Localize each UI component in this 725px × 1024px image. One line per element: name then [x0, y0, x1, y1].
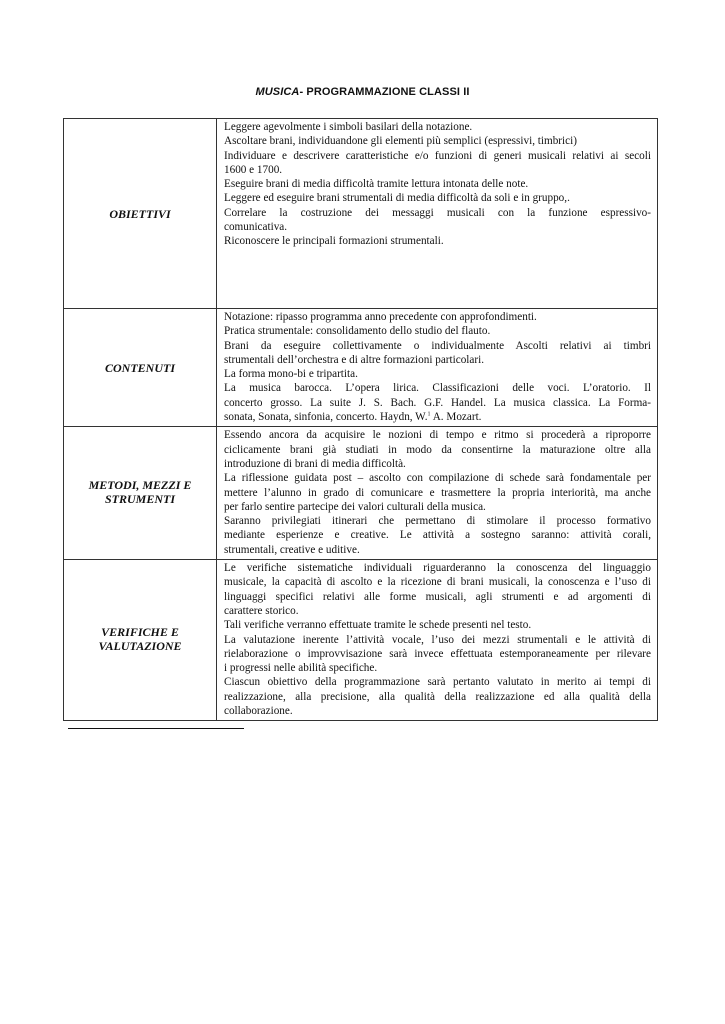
section-label-cell	[64, 119, 217, 309]
content-line: mediante esperienze e creative. Le attività a sostegno saranno: attività corali,	[224, 529, 651, 542]
content-line: La valutazione inerente l’attività vocale, l’uso dei mezzi strumentali e le attività di	[224, 633, 651, 646]
content-line: realizzazione, alla precisione, alla qualità della realizzazione ed alla qualità della	[224, 690, 651, 703]
section-content-metodi	[217, 427, 658, 560]
content-line: Ciascun obiettivo della programmazione sarà pertanto valutato in merito ai tempi di	[224, 676, 651, 689]
section-content-obiettivi	[217, 119, 658, 309]
content-line: Riconoscere le principali formazioni strumentali.	[224, 235, 444, 248]
section-content-contenuti	[217, 309, 658, 427]
content-line: concerto grosso. La suite J. S. Bach. G.F. Handel. La musica classica. La Forma-	[224, 396, 651, 409]
content-line: Individuare e descrivere caratteristiche e/o funzioni di generi musicali relativi ai secoli	[224, 149, 651, 162]
section-label-cell	[64, 560, 217, 721]
content-line: introduzione di brani di media difficoltà.	[224, 457, 406, 470]
content-line: Notazione: ripasso programma anno precedente con approfondimenti.	[224, 311, 537, 323]
content-line: musicale, la capacità di ascolto e la ricezione di brani musicali, la conoscenza e l’uso di	[224, 576, 651, 589]
content-text: A. Mozart.	[430, 411, 482, 424]
content-line: i progressi nelle abilità specifiche.	[224, 662, 378, 675]
page-title-rest: - PROGRAMMAZIONE CLASSI II	[299, 86, 470, 98]
content-line: per farlo sentire partecipe dei valori culturali della musica.	[224, 500, 486, 513]
section-label-contenuti: CONTENUTI	[104, 360, 175, 375]
section-label-cell	[64, 427, 217, 560]
section-label-cell	[64, 309, 217, 427]
section-label-metodi: METODI, MEZZI E STRUMENTI	[88, 478, 192, 507]
table-row-contenuti	[64, 309, 658, 427]
content-line: La musica barocca. L’opera lirica. Classificazioni delle voci. L’oratorio. Il	[224, 382, 651, 395]
content-line-last	[224, 410, 651, 424]
content-line: collaborazione.	[224, 705, 293, 718]
content-line: Ascoltare brani, individuandone gli elementi più semplici (espressivi, timbrici)	[224, 135, 577, 148]
content-line: Brani da eseguire collettivamente o individualmente Ascolti relativi ai timbri	[224, 339, 651, 352]
content-line: mettere l’alunno in grado di comunicare e trasmettere la propria interiorità, ma anche	[224, 486, 651, 499]
content-line: comunicativa.	[224, 221, 288, 234]
footnote-separator	[68, 728, 244, 729]
content-line: carattere storico.	[224, 604, 299, 617]
section-label-obiettivi: OBIETTIVI	[109, 206, 171, 221]
content-line: Tali verifiche verranno effettuate tramite le schede presenti nel testo.	[224, 619, 532, 632]
page-title-subject: MUSICA	[255, 86, 300, 98]
content-line: Pratica strumentale: consolidamento dello studio del flauto.	[224, 325, 491, 338]
content-line: Eseguire brani di media difficoltà tramite lettura intonata delle note.	[224, 178, 529, 191]
content-line: 1600 e 1700.	[224, 163, 283, 176]
content-line: Correlare la costruzione dei messaggi musicali con la funzione espressivo-	[224, 206, 651, 219]
content-line: rielaborazione o improvvisazione sarà invece effettuata estemporaneamente per rilevare	[224, 647, 651, 660]
content-line: strumentali dell’orchestra e di altre formazioni particolari.	[224, 353, 485, 366]
footnote-reference[interactable]: 1	[427, 411, 431, 418]
content-line: Le verifiche sistematiche individuali riguarderanno la conoscenza del linguaggio	[224, 562, 651, 575]
content-line: Essendo ancora da acquisire le nozioni di tempo e ritmo si procederà a riproporre	[224, 429, 651, 442]
content-line: Leggere agevolmente i simboli basilari della notazione.	[224, 121, 473, 133]
content-line: linguaggi specifici relativi alle forme musicali, agli strumenti e ad argomenti di	[224, 590, 651, 603]
content-line: strumentali, creative e uditive.	[224, 543, 360, 556]
section-label-verifiche: VERIFICHE E VALUTAZIONE	[98, 625, 182, 654]
content-line: La forma mono-bi e tripartita.	[224, 368, 358, 381]
content-line: Saranno privilegiati itinerari che permettano di stimolare il processo formativo	[224, 515, 651, 528]
page-title	[0, 86, 725, 98]
programme-table	[63, 118, 658, 721]
table-row-verifiche	[64, 560, 658, 721]
table-row-metodi	[64, 427, 658, 560]
section-content-verifiche	[217, 560, 658, 721]
content-line: La riflessione guidata post – ascolto con compilazione di schede sarà fondamentale per	[224, 472, 651, 485]
table-row-obiettivi	[64, 119, 658, 309]
content-line: Leggere ed eseguire brani strumentali di media difficoltà da soli e in gruppo,.	[224, 192, 570, 205]
content-text: sonata, Sonata, sinfonia, concerto. Haydn, W.	[224, 411, 428, 424]
content-line: ciclicamente brani già studiati in modo da consentirne la maturazione oltre alla	[224, 443, 651, 456]
